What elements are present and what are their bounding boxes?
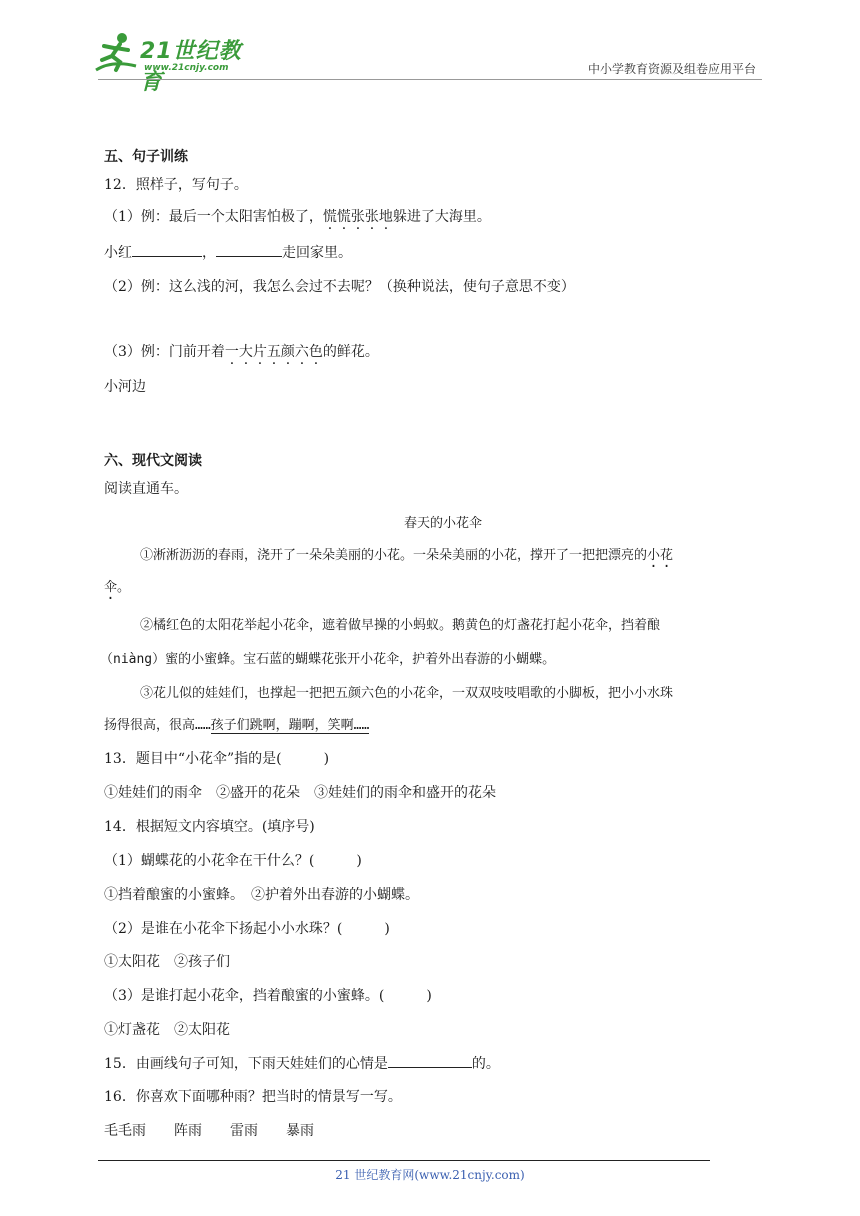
emphasis-dotted: 慌慌张张地 — [322, 209, 393, 225]
emphasis-dotted: 伞 — [104, 580, 118, 595]
paragraph-text: ①淅淅沥沥的春雨，浇开了一朵朵美丽的小花。一朵朵美丽的小花，撑开了一把把漂亮的 — [140, 548, 648, 563]
section-title-6: 六、现代文阅读 — [104, 453, 202, 469]
question-14-1-options: ①挡着酿蜜的小蜜蜂。 ②护着外出春游的小蝴蝶。 — [104, 887, 419, 903]
question-text-end: 的。 — [471, 1056, 500, 1072]
runner-logo-icon — [92, 30, 140, 76]
example-text: （1）例：最后一个太阳害怕极了， — [104, 209, 323, 225]
footer-text: 21 世纪教育网(www.21cnjy.com) — [335, 1168, 525, 1182]
paragraph-1 — [140, 544, 673, 563]
example-text: （3）例：门前开着 — [104, 344, 225, 360]
reading-intro: 阅读直通车。 — [104, 481, 188, 497]
question-12: 12．照样子，写句子。 — [104, 177, 248, 193]
paragraph-1-cont — [104, 576, 130, 595]
logo-text: 21世纪教育 — [140, 39, 242, 95]
emphasis-dotted: 一大片五颜六色 — [224, 344, 323, 360]
question-16: 16．你喜欢下面哪种雨？把当时的情景写一写。 — [104, 1089, 402, 1105]
footer-divider — [98, 1160, 710, 1161]
question-13: 13．题目中“小花伞”指的是( ) — [104, 751, 330, 767]
emphasis-dotted: 小花 — [647, 548, 674, 563]
logo-url: www.21cnjy.com — [144, 63, 229, 73]
platform-name: 中小学教育资源及组卷应用平台 — [587, 62, 756, 76]
paragraph-3-cont — [104, 714, 369, 733]
answer-blank[interactable] — [216, 242, 282, 257]
question-14-3-options: ①灯盏花 ②太阳花 — [104, 1022, 230, 1038]
paragraph-2: ②橘红色的太阳花举起小花伞，遮着做早操的小蚂蚁。鹅黄色的灯盏花打起小花伞，挡着酿 — [140, 618, 661, 633]
underlined-sentence: 孩子们跳啊，蹦啊，笑啊…… — [210, 718, 370, 733]
example-text-end: 的鲜花。 — [322, 344, 379, 360]
paragraph-text: 扬得很高，很高…… — [104, 718, 211, 733]
question-15 — [104, 1053, 500, 1073]
paragraph-3: ③花儿似的娃娃们，也撑起一把把五颜六色的小花伞，一双双吱吱唱歌的小脚板，把小小水珠 — [140, 686, 674, 701]
section-title-5: 五、句子训练 — [104, 149, 188, 165]
question-12-3 — [104, 341, 379, 361]
answer-blank[interactable] — [132, 242, 202, 257]
question-12-1 — [104, 206, 491, 226]
question-16-options: 毛毛雨 阵雨 雷雨 暴雨 — [104, 1123, 314, 1139]
question-text: 15．由画线句子可知，下雨天娃娃们的心情是 — [104, 1056, 388, 1072]
fill-line-12-1 — [104, 242, 352, 262]
paragraph-2-cont: （niàng）蜜的小蜜蜂。宝石蓝的蝴蝶花张开小花伞，护着外出春游的小蝴蝶。 — [100, 652, 556, 667]
question-14-2-options: ①太阳花 ②孩子们 — [104, 954, 230, 970]
answer-blank[interactable] — [388, 1053, 472, 1068]
fill-line-12-3: 小河边 — [104, 379, 146, 395]
question-14-2: （2）是谁在小花伞下扬起小小水珠？( ) — [104, 921, 390, 937]
paragraph-text: 。 — [117, 580, 131, 595]
question-14-3: （3）是谁打起小花伞，挡着酿蜜的小蜜蜂。( ) — [104, 988, 432, 1004]
logo — [92, 30, 262, 95]
fill-suffix: 走回家里。 — [282, 245, 352, 261]
header-divider — [98, 79, 762, 80]
fill-comma: ， — [202, 245, 216, 261]
question-14: 14．根据短文内容填空。(填序号) — [104, 819, 315, 835]
fill-prefix: 小红 — [104, 245, 132, 261]
question-13-options: ①娃娃们的雨伞 ②盛开的花朵 ③娃娃们的雨伞和盛开的花朵 — [104, 785, 496, 801]
page-header — [0, 0, 860, 95]
question-12-2: （2）例：这么浅的河，我怎么会过不去呢？（换种说法，使句子意思不变） — [104, 279, 575, 295]
example-text-end: 躲进了大海里。 — [392, 209, 491, 225]
story-title: 春天的小花伞 — [404, 516, 483, 531]
question-14-1: （1）蝴蝶花的小花伞在干什么？( ) — [104, 853, 362, 869]
